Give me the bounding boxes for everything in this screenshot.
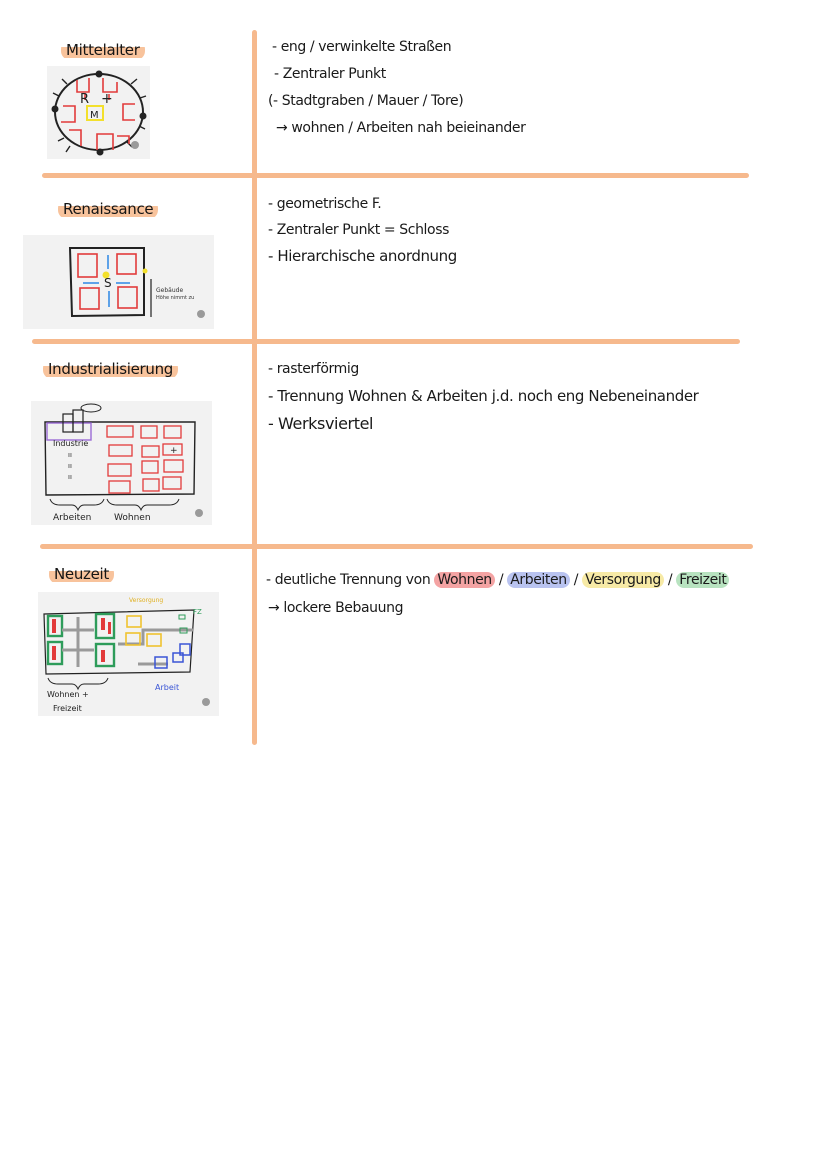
notes-mittelalter [268, 34, 525, 142]
note-line: - Werksviertel [268, 414, 374, 433]
separator: / [663, 572, 677, 588]
section-title-mittelalter: Mittelalter [61, 40, 145, 60]
sketch-renaissance [23, 235, 214, 329]
svg-text:M: M [90, 110, 99, 121]
section-title-renaissance: Renaissance [58, 199, 158, 219]
sketch-industrialisierung [31, 401, 212, 525]
notes-neuzeit [266, 566, 729, 622]
svg-text:Arbeiten: Arbeiten [53, 513, 92, 523]
svg-text:R: R [80, 92, 90, 107]
section-title-neuzeit: Neuzeit [49, 564, 114, 584]
sketch-mittelalter [47, 66, 150, 159]
note-line: - eng / verwinkelte Straßen [272, 39, 452, 55]
sketch-neuzeit [38, 592, 219, 716]
note-line: - Trennung Wohnen & Arbeiten j.d. noch eng Nebeneinander [268, 387, 699, 405]
svg-text:Wohnen: Wohnen [114, 513, 151, 523]
highlight-arbeiten: Arbeiten [507, 572, 570, 588]
note-line: - Hierarchische anordnung [268, 247, 457, 265]
divider-2 [32, 339, 740, 344]
note-line [266, 566, 729, 594]
svg-text:ıı: ıı [68, 473, 72, 481]
notes-renaissance [268, 191, 457, 269]
svg-text:FZ: FZ [193, 608, 202, 616]
notes-industrialisierung [268, 356, 698, 437]
divider-1 [42, 173, 749, 178]
highlight-wohnen: Wohnen [434, 572, 494, 588]
separator: / [494, 572, 508, 588]
svg-text:ıı: ıı [68, 451, 72, 459]
vertical-divider [252, 30, 257, 745]
note-line: (- Stadtgraben / Mauer / Tore) [268, 93, 464, 109]
note-line: → wohnen / Arbeiten nah beieinander [276, 120, 526, 136]
note-line: - geometrische F. [268, 196, 382, 212]
svg-text:ıı: ıı [68, 462, 72, 470]
note-line: - Zentraler Punkt = Schloss [268, 222, 449, 238]
svg-text:Freizeit: Freizeit [53, 704, 82, 713]
svg-text:Versorgung: Versorgung [129, 597, 164, 604]
highlight-versorgung: Versorgung [582, 572, 664, 588]
svg-text:Gebäude: Gebäude [156, 287, 184, 294]
highlight-freizeit: Freizeit [676, 572, 729, 588]
svg-text:+: + [170, 446, 178, 456]
note-prefix: - deutliche Trennung von [266, 572, 435, 588]
section-title-industrialisierung: Industrialisierung [43, 359, 178, 379]
note-line: → lockere Bebauung [268, 600, 404, 616]
svg-text:+: + [101, 91, 113, 107]
svg-text:Industrie: Industrie [53, 439, 89, 448]
divider-3 [40, 544, 753, 549]
svg-text:S: S [104, 276, 112, 290]
svg-text:Wohnen +: Wohnen + [47, 690, 89, 699]
note-line: - Zentraler Punkt [274, 66, 386, 82]
separator: / [569, 572, 583, 588]
svg-text:Höhe nimmt zu: Höhe nimmt zu [156, 295, 195, 301]
note-line: - rasterförmig [268, 361, 359, 377]
svg-text:Arbeit: Arbeit [155, 683, 180, 692]
